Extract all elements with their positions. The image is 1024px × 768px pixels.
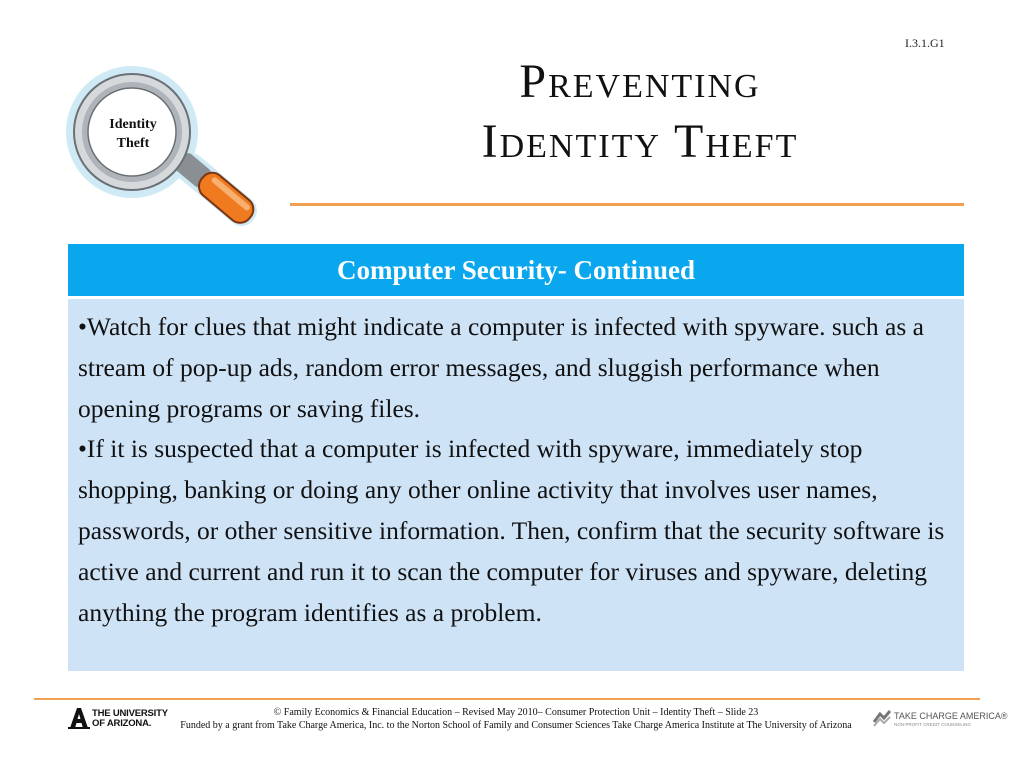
- title-divider: [290, 203, 964, 206]
- university-of-arizona-logo: [68, 706, 168, 732]
- bullet-item: •If it is suspected that a computer is infected with spyware, immediately stop shopping, banking or doing any other online activity that involves user names, passwords, or other sensitive information. Then, confirm that the security software is active and current and run it to scan the computer for viruses and spyware, deleting anything the program identifies as a problem.: [78, 434, 945, 627]
- take-charge-america-logo: [872, 708, 1008, 732]
- panel-body: [68, 299, 964, 671]
- footer-divider: [34, 698, 980, 700]
- title-line-2: Identity Theft: [481, 115, 799, 168]
- content-panel: [68, 244, 964, 671]
- tca-logo-name: TAKE CHARGE AMERICA®: [894, 711, 1008, 721]
- footer-text: [160, 706, 872, 732]
- page-title: [390, 52, 890, 172]
- footer-funding: Funded by a grant from Take Charge America, Inc. to the Norton School of Family and Consumer Sciences Take Charge America Institute at The University of Arizona: [180, 720, 852, 731]
- badge-label-line-2: Theft: [116, 136, 150, 151]
- badge-label: [100, 115, 166, 153]
- bullet-item: •Watch for clues that might indicate a computer is infected with spyware. such as a stream of pop-up ads, random error messages, and sluggish performance when opening programs or saving files.: [78, 312, 924, 423]
- badge-label-line-1: Identity: [109, 117, 157, 132]
- panel-header: Computer Security- Continued: [68, 244, 964, 299]
- slide-code: I.3.1.G1: [905, 36, 945, 50]
- title-line-1: Preventing: [519, 55, 761, 108]
- university-a-icon: [68, 706, 90, 730]
- take-charge-america-icon: [872, 708, 892, 728]
- magnifying-glass-icon: [62, 62, 272, 232]
- footer-copyright: © Family Economics & Financial Education – Revised May 2010– Consumer Protection Unit – Identity Theft – Slide 23: [273, 707, 759, 718]
- tca-logo-tagline: NON-PROFIT CREDIT COUNSELING: [894, 722, 971, 727]
- ua-logo-line-2: OF ARIZONA.: [92, 718, 152, 729]
- ua-logo-line-1: THE UNIVERSITY: [92, 708, 168, 719]
